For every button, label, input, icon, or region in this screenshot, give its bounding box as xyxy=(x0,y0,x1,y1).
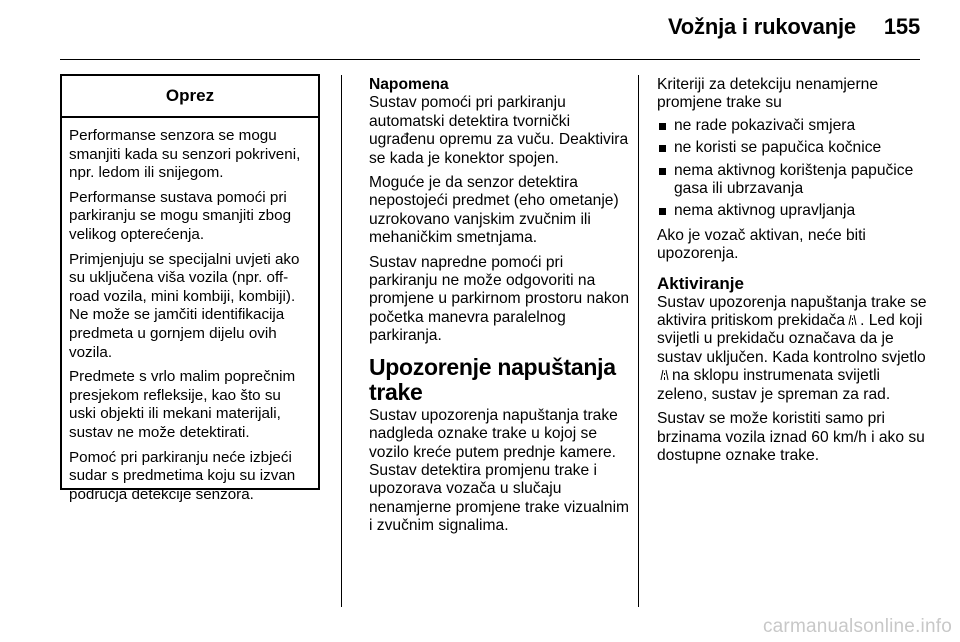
caution-title: Oprez xyxy=(62,76,318,118)
body-paragraph: Sustav se može koristiti samo pri brzinama vozila iznad 60 km/h i ako su dostupne oznake trake. xyxy=(657,410,925,464)
watermark: carmanualsonline.info xyxy=(762,616,952,637)
square-bullet-icon xyxy=(659,123,666,130)
caution-paragraph: Performanse senzora se mogu smanjiti kada su senzori pokriveni, npr. ledom ili snijegom. xyxy=(69,127,301,182)
list-item xyxy=(657,117,927,135)
list-item xyxy=(657,162,927,199)
activation-paragraph xyxy=(657,294,927,404)
section-heading: Upozorenje napuštanja trake xyxy=(369,353,616,405)
column-divider-left xyxy=(341,75,342,607)
criteria-list xyxy=(657,117,927,221)
page-header xyxy=(668,14,920,40)
column-divider-right xyxy=(638,75,639,607)
caution-paragraph: Performanse sustava pomoći pri parkiranju se mogu smanjiti zbog velikog opterećenja. xyxy=(69,188,292,243)
body-paragraph: Sustav upozorenja napuštanja trake nadgleda oznake trake u kojoj se vozilo kreće putem prednje kamere. Sustav detektira promjenu trake i upozorava vozača u slučaju nenamjerne promjene trake vizualnim i zvučnim signalima. xyxy=(369,406,630,535)
caution-body xyxy=(62,118,318,504)
header-rule xyxy=(60,59,920,60)
note-text: Sustav pomoći pri parkiranju automatski detektira tvornički ugrađenu opremu za vuču. Deaktivira se kada je konektor spojen. xyxy=(369,94,629,167)
list-item-text: ne rade pokazivači smjera xyxy=(674,116,856,134)
body-paragraph: Moguće je da senzor detektira nepostojeći predmet (eho ometanje) uzrokovano vanjskim zvučnim ili mehaničkim smetnjama. xyxy=(369,174,619,247)
body-paragraph: Sustav napredne pomoći pri parkiranju ne može odgovoriti na promjene u parkirnom prostoru nakon početka manevra paralelnog parkiranja. xyxy=(369,253,630,345)
list-item-text: nema aktivnog upravljanja xyxy=(674,202,856,220)
caution-paragraph: Primjenjuju se specijalni uvjeti ako su uključena viša vozila (npr. off-road vozila, mini kombiji, kombiji). Ne može se jamčiti identifikacija predmeta u gornjem dijelu ovih vozila. xyxy=(69,250,300,361)
caution-paragraph: Predmete s vrlo malim poprečnim presjekom refleksije, kao što su uski objekti ili mekani materijali, sustav ne može detektirati. xyxy=(69,368,296,441)
lane-departure-icon xyxy=(660,369,669,381)
activation-text: na sklopu instrumenata svijetli zeleno, sustav je spreman za rad. xyxy=(657,367,891,403)
column-middle xyxy=(369,76,631,542)
activation-text: . Led koji svijetli u prekidaču označava da je sustav uključen. Kada kontrolno svjetlo xyxy=(657,312,926,366)
column-right xyxy=(657,76,927,471)
activation-text: Sustav upozorenja napuštanja trake se aktivira pritiskom prekidača xyxy=(657,293,927,330)
caution-paragraph: Pomoć pri parkiranju neće izbjeći sudar s predmetima koju su izvan područja detekcije senzora. xyxy=(69,448,296,503)
list-item-text: nema aktivnog korištenja papučice gasa ili ubrzavanja xyxy=(674,161,914,198)
square-bullet-icon xyxy=(659,168,666,175)
list-item-text: ne koristi se papučica kočnice xyxy=(674,139,882,157)
header-title: Vožnja i rukovanje xyxy=(667,14,856,39)
list-item xyxy=(657,202,927,220)
lane-departure-icon xyxy=(848,314,857,326)
subsection-heading: Aktiviranje xyxy=(657,273,744,293)
square-bullet-icon xyxy=(659,145,666,152)
criteria-intro: Kriteriji za detekciju nenamjerne promjene trake su xyxy=(657,76,879,112)
square-bullet-icon xyxy=(659,208,666,215)
note-title: Napomena xyxy=(369,76,449,93)
list-item xyxy=(657,139,927,157)
caution-box xyxy=(60,74,320,503)
page-number: 155 xyxy=(883,14,920,39)
body-paragraph: Ako je vozač aktivan, neće biti upozorenja. xyxy=(657,226,866,263)
